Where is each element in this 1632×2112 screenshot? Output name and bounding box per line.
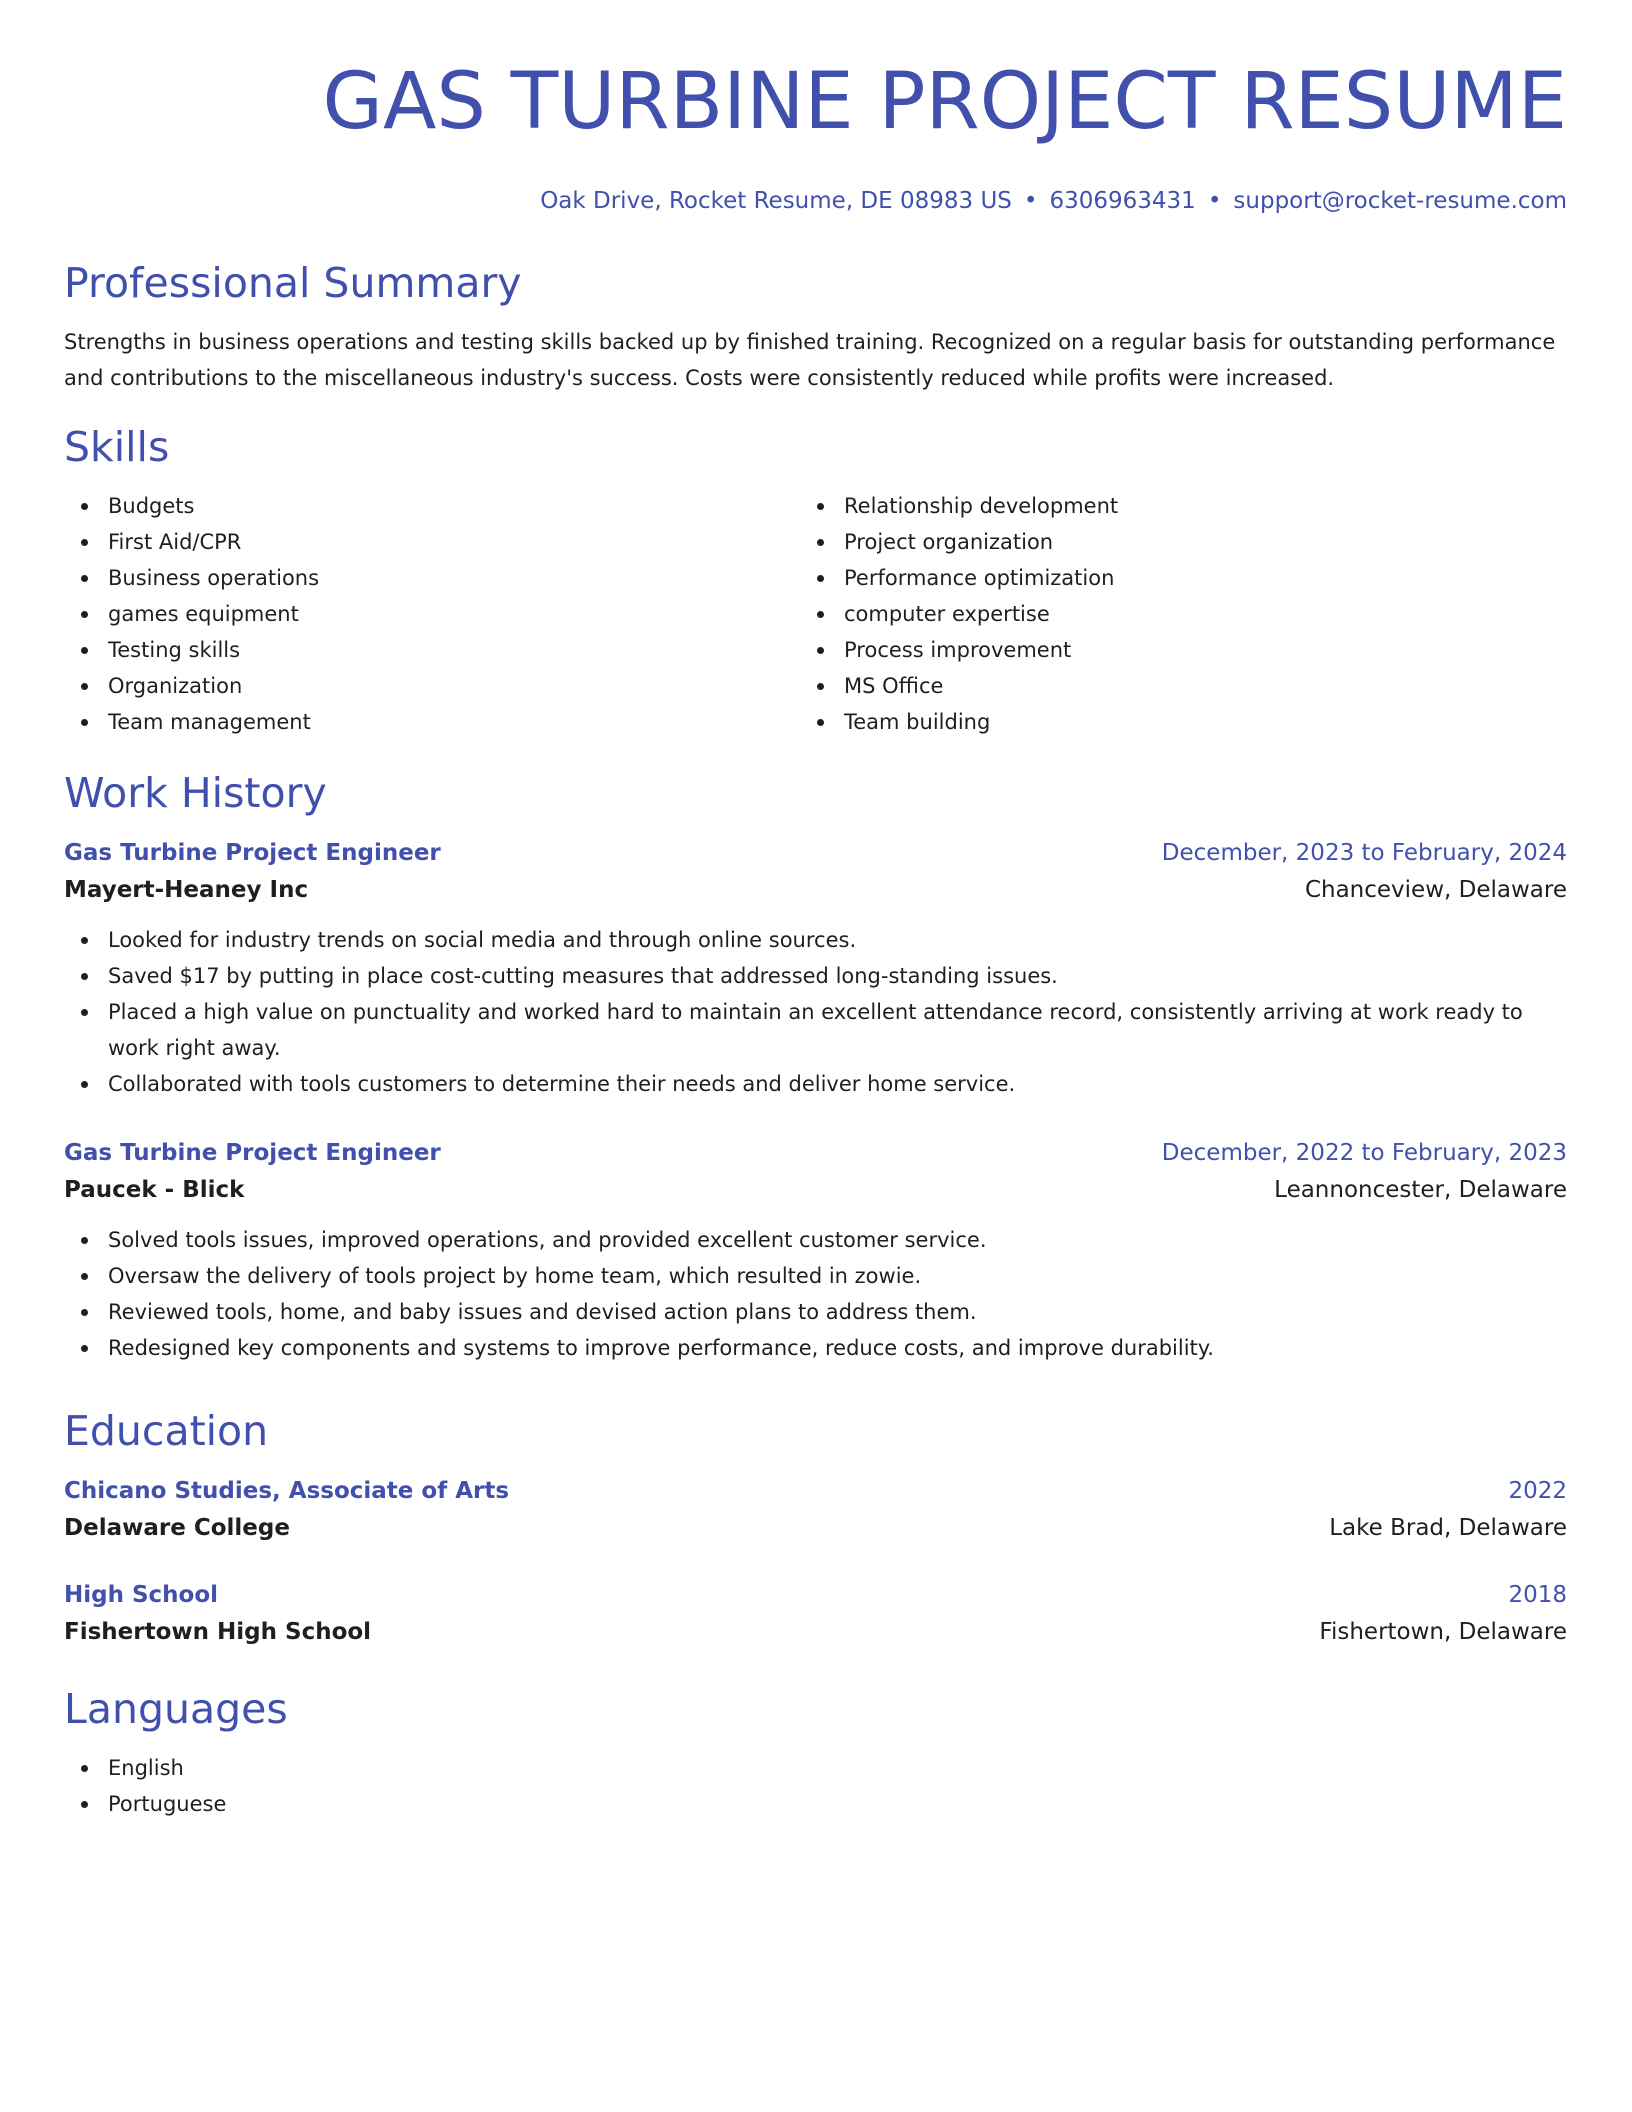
job-title: Gas Turbine Project Engineer [64, 1140, 441, 1166]
skill-item: Organization [64, 668, 800, 704]
skill-item: First Aid/CPR [64, 524, 800, 560]
education-entry [64, 1474, 1567, 1548]
contact-separator: • [1207, 188, 1222, 214]
skill-item: Team building [800, 704, 1536, 740]
work-history-heading: Work History [64, 769, 327, 817]
skill-item: Team management [64, 704, 800, 740]
job-bullet: Looked for industry trends on social media and through online sources. [64, 922, 1567, 958]
job-company: Paucek - Blick [64, 1177, 245, 1203]
skill-item: Relationship development [800, 488, 1536, 524]
contact-address: Oak Drive, Rocket Resume, DE 08983 US [540, 188, 1012, 214]
language-item: English [64, 1750, 1567, 1786]
education-degree-row [64, 1578, 1567, 1612]
skills-grid [64, 488, 1567, 740]
skills-left-column [64, 488, 800, 740]
education-year: 2022 [1508, 1478, 1567, 1504]
job-bullet: Collaborated with tools customers to determine their needs and deliver home service. [64, 1066, 1567, 1102]
job-location: Chanceview, Delaware [1304, 877, 1567, 903]
education-school-row [64, 1508, 1567, 1548]
resume-header [64, 56, 1567, 216]
job-bullet: Reviewed tools, home, and baby issues and devised action plans to address them. [64, 1294, 1567, 1330]
education-entry [64, 1578, 1567, 1652]
job-bullets [64, 922, 1567, 1102]
skill-item: Budgets [64, 488, 800, 524]
skill-item: games equipment [64, 596, 800, 632]
job-title: Gas Turbine Project Engineer [64, 840, 441, 866]
job-location: Leannoncester, Delaware [1274, 1177, 1567, 1203]
education-year: 2018 [1508, 1582, 1567, 1608]
education-school-row [64, 1612, 1567, 1652]
job-title-row [64, 1136, 1567, 1170]
job-dates: December, 2023 to February, 2024 [1161, 840, 1567, 866]
job-dates: December, 2022 to February, 2023 [1161, 1140, 1567, 1166]
skills-right-column [800, 488, 1536, 740]
education-degree: High School [64, 1582, 219, 1608]
education-location: Lake Brad, Delaware [1329, 1515, 1567, 1541]
job-title-row [64, 836, 1567, 870]
summary-text: Strengths in business operations and testing skills backed up by finished training. Recognized on a regular basis for outstanding performance and contributions to the miscellaneous industry's success. Costs were consistently reduced while profits were increased. [64, 330, 1556, 390]
job-bullet: Oversaw the delivery of tools project by home team, which resulted in zowie. [64, 1258, 1567, 1294]
education-location: Fishertown, Delaware [1319, 1619, 1567, 1645]
contact-line [64, 186, 1567, 216]
skill-item: Testing skills [64, 632, 800, 668]
education-degree-row [64, 1474, 1567, 1508]
education-section [64, 1406, 1567, 1652]
job-bullet: Placed a high value on punctuality and worked hard to maintain an excellent attendance record, consistently arriving at work ready to work right away. [64, 994, 1567, 1066]
skill-item: Business operations [64, 560, 800, 596]
skill-item: Process improvement [800, 632, 1536, 668]
job-bullets [64, 1222, 1567, 1366]
languages-list [64, 1750, 1567, 1822]
education-heading: Education [64, 1407, 269, 1455]
education-degree: Chicano Studies, Associate of Arts [64, 1478, 510, 1504]
contact-phone: 6306963431 [1049, 188, 1196, 214]
job-bullet: Saved $17 by putting in place cost-cutting measures that addressed long-standing issues. [64, 958, 1567, 994]
languages-section [64, 1684, 1567, 1822]
contact-separator: • [1023, 188, 1038, 214]
skill-item: Project organization [800, 524, 1536, 560]
work-history-section [64, 768, 1567, 1366]
skill-item: computer expertise [800, 596, 1536, 632]
skills-section [64, 422, 1567, 740]
job-bullet: Solved tools issues, improved operations, and provided excellent customer service. [64, 1222, 1567, 1258]
education-school: Delaware College [64, 1515, 290, 1541]
education-school: Fishertown High School [64, 1619, 372, 1645]
job-company-row [64, 870, 1567, 910]
job-bullet: Redesigned key components and systems to improve performance, reduce costs, and improve durability. [64, 1330, 1567, 1366]
job-company-row [64, 1170, 1567, 1210]
job-company: Mayert-Heaney Inc [64, 877, 309, 903]
job-entry [64, 836, 1567, 1102]
resume-title: GAS TURBINE PROJECT RESUME [322, 57, 1567, 147]
summary-heading: Professional Summary [64, 259, 522, 307]
languages-heading: Languages [64, 1685, 288, 1733]
skill-item: MS Office [800, 668, 1536, 704]
skills-heading: Skills [64, 423, 170, 471]
summary-section [64, 258, 1567, 396]
contact-email: support@rocket-resume.com [1233, 188, 1567, 214]
language-item: Portuguese [64, 1786, 1567, 1822]
job-entry [64, 1136, 1567, 1366]
skill-item: Performance optimization [800, 560, 1536, 596]
